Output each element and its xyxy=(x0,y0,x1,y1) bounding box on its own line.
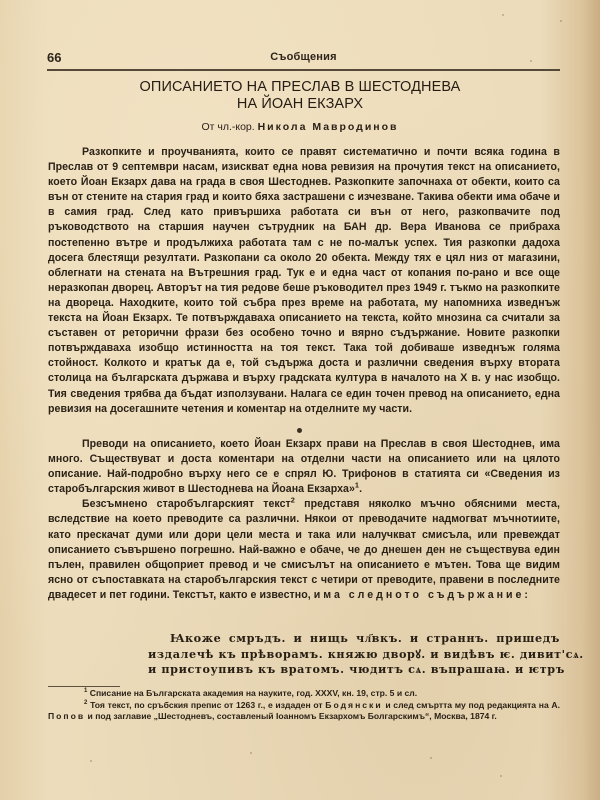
footnote-author-name: Бодянски xyxy=(325,699,383,710)
byline xyxy=(60,121,540,133)
paper-speck xyxy=(560,20,562,22)
footnote-text: и след смъртта му под редакцията на А. xyxy=(382,699,561,710)
quote-line-3: и пристоупивъ къ вратомъ. чюдитъ сѧ. въпрашаꙗ. и ѥтръ xyxy=(148,662,565,676)
paper-speck xyxy=(90,760,92,762)
running-head: Съобщения xyxy=(270,51,337,63)
paragraph: Разкопките и проучванията, които се правят систематично и почти всяка година в Преслав от 9 септември насам, изискват една нова ревизия на прочутия текст на описанието, което Йоан Екзарх дава на града в своя Шестоднев. Разкопките започнаха от обекти, които са вън от стените на стария град и които бяха застрашени с изчезване. Такива обекти има обаче и в самия град. След като привършиха работата си вън от него, разкопвачите под ръководството на старшия научен сътрудник на БАН др. Вера Иванова се прибраха постепенно вътре и продължиха работата там с не по-малък успех. Тия разкопки дадоха досега блестящи резултати. Разкопани са около 20 обекта. Между тях е цял низ от магазини, облегнати на стената на Вътрешния град. Тук е и една част от копания по-рано и все още неразкопан дворец. Авторът на тия редове беше ръководител през 1949 г. тъкмо на разкопките на двореца. Находките, които той събра през време на работата, му напомниха изведнъж текста на Йоан Екзарх. Те потвърждаваха описанието на текста, който мнозина са считали за съставен от реторични фрази без особено точно и вярно съдържание. Новите разкопки потвърждаваха изобщо истинността на тоя текст. Така той добиваше изведнъж голяма стойност. Колкото и кратък да е, той съдържа доста и различни сведения върху втората столица на българската държава и върху градската култура в началото на X в. у нас изобщо. Тия сведения трябва да бъдат използувани. Налага се един точен превод на описанието, една ревизия на досегашните четения и коментар на отделните му части. xyxy=(48,146,560,415)
body-section-1 xyxy=(48,145,560,417)
footnotes xyxy=(48,688,560,723)
page-header xyxy=(47,48,560,70)
paper-speck xyxy=(502,14,504,16)
footnote-editor-name: Попов xyxy=(48,711,86,721)
old-bulgarian-quote xyxy=(148,631,584,678)
footnote-text: Списание на Българската академия на науките, год. XXXV, кн. 19, стр. 5 и сл. xyxy=(89,688,418,698)
footnote-1 xyxy=(48,688,560,700)
paragraph-text: представя няколко мъчно обясними места, вследствие на което преводите са различни. Някои от преводачите надмогват мъчнотиите, като прескачат думи или дори цели места и така или налучкват смисъла, или превеждат описанието съвършено погрешно. Най-важно е обаче, че до днешен ден не съществува един пълен, правилен общоприет превод и че смисълът на описанието е мътен. Това ще видим ясно от съпоставката на старобългарския текст с четири от преводите, правени в последните двадесет и пет години. Текстът, както е известно, xyxy=(48,498,560,601)
footnote-2 xyxy=(48,700,560,723)
paper-speck xyxy=(250,752,252,754)
footnote-text: Тоя текст, по сръбския препис от 1263 г., е издаден от xyxy=(90,699,326,710)
article-title xyxy=(60,79,540,113)
body-section-2 xyxy=(48,437,560,603)
title-line-1: ОПИСАНИЕТО НА ПРЕСЛАВ В ШЕСТОДНЕВА xyxy=(139,79,461,95)
paragraph-end: . xyxy=(359,483,363,496)
page-number: 66 xyxy=(47,50,62,65)
paragraph-text: Преводи на описанието, което Йоан Екзарх прави на Преслав в своя Шестоднев, има много. Съществуват и доста коментари на отделни части на описанието или на цялото описание. Най-подробно върху него се е спрял Ю. Трифонов в статията си «Сведения из старобългарския живот в Шестоднева на Йоана Екзарха» xyxy=(48,438,560,496)
header-rule xyxy=(47,69,560,71)
paper-speck xyxy=(500,775,502,777)
quote-line-2: издалечѣ къ прѣворамъ. княжю дворꙋ. и видѣвъ ѥ. дивит'сѧ. xyxy=(148,646,584,661)
footnote-ref[interactable]: 2 xyxy=(290,495,295,505)
footnote-ref[interactable]: 1 xyxy=(354,480,360,490)
footnote-number: 1 xyxy=(84,688,88,695)
title-line-2: НА ЙОАН ЕКЗАРХ xyxy=(236,96,364,112)
footnote-text: и под заглавие „Шестодневъ, составленый Іоанномъ Екзархомъ Болгарскимъ“, Москва, 1874 г. xyxy=(85,711,497,721)
author-name: Никола Мавродинов xyxy=(257,121,399,133)
paper-speck xyxy=(430,757,432,759)
byline-prefix: От чл.-кор. xyxy=(201,121,258,133)
footnote-number: 2 xyxy=(84,699,88,706)
quote-line-1: Ꙗкоже смръдъ. и нищь чл҃вкъ. и страннъ. пришедъ xyxy=(170,631,560,645)
spaced-emphasis: има следното съдържание: xyxy=(313,588,531,601)
section-separator-dot xyxy=(297,428,302,433)
paragraph-text: Безсъмнено старобългарският текст xyxy=(82,498,291,511)
paragraph xyxy=(48,497,560,603)
footnote-rule xyxy=(48,686,120,687)
paragraph xyxy=(48,437,560,497)
